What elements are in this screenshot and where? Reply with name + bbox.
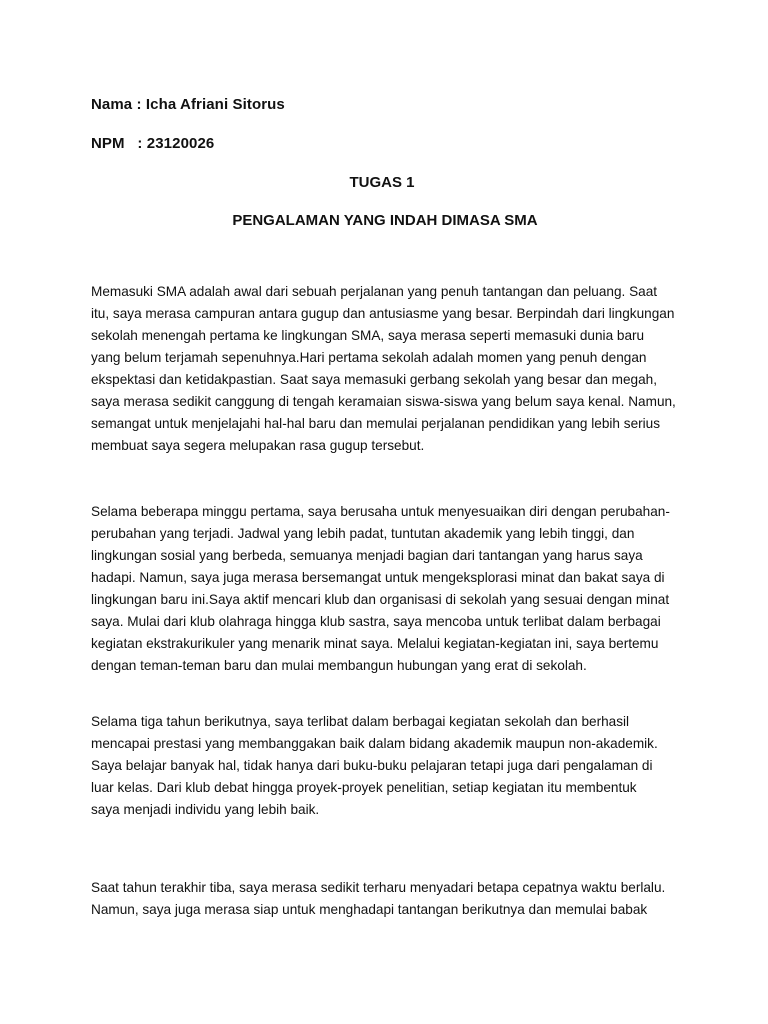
essay-title: PENGALAMAN YANG INDAH DIMASA SMA xyxy=(232,212,538,229)
text-line: saya menjadi individu yang lebih baik. xyxy=(91,802,320,817)
text-line: saya. Mulai dari klub olahraga hingga klub sastra, saya mencoba untuk terlibat dalam berbagai xyxy=(91,614,661,629)
text-line: semangat untuk menjelajahi hal-hal baru dan memulai perjalanan pendidikan yang lebih serius xyxy=(91,416,661,431)
text-line: luar kelas. Dari klub debat hingga proyek-proyek penelitian, setiap kegiatan itu membentuk xyxy=(91,780,637,795)
text-line: membuat saya segera melupakan rasa gugup tersebut. xyxy=(91,438,425,453)
student-name: Nama : Icha Afriani Sitorus xyxy=(91,96,285,113)
text-line: Memasuki SMA adalah awal dari sebuah perjalanan yang penuh tantangan dan peluang. Saat xyxy=(91,284,658,299)
text-line: dengan teman-teman baru dan mulai membangun hubungan yang erat di sekolah. xyxy=(91,658,587,673)
student-npm: NPM : 23120026 xyxy=(91,135,215,152)
text-line: Saat tahun terakhir tiba, saya merasa sedikit terharu menyadari betapa cepatnya waktu berlalu. xyxy=(91,880,666,895)
text-line: Namun, saya juga merasa siap untuk menghadapi tantangan berikutnya dan memulai babak xyxy=(91,902,648,917)
paragraph-4 xyxy=(91,877,691,921)
text-line: lingkungan sosial yang berbeda, semuanya menjadi bagian dari tantangan yang harus saya xyxy=(91,548,643,563)
text-line: hadapi. Namun, saya juga merasa bersemangat untuk mengeksplorasi minat dan bakat saya di xyxy=(91,570,665,585)
paragraph-3 xyxy=(91,711,691,821)
text-line: perubahan yang terjadi. Jadwal yang lebih padat, tuntutan akademik yang lebih tinggi, dan xyxy=(91,526,635,541)
text-line: lingkungan baru ini.Saya aktif mencari klub dan organisasi di sekolah yang sesuai dengan minat xyxy=(91,592,670,607)
text-line: Selama tiga tahun berikutnya, saya terlibat dalam berbagai kegiatan sekolah dan berhasil xyxy=(91,714,630,729)
text-line: Selama beberapa minggu pertama, saya berusaha untuk menyesuaikan diri dengan perubahan- xyxy=(91,504,670,519)
text-line: sekolah menengah pertama ke lingkungan SMA, saya merasa seperti memasuki dunia baru xyxy=(91,328,645,343)
text-line: itu, saya merasa campuran antara gugup dan antusiasme yang besar. Berpindah dari lingkungan xyxy=(91,306,675,321)
text-line: saya merasa sedikit canggung di tengah keramaian siswa-siswa yang belum saya kenal. Namun, xyxy=(91,394,676,409)
assignment-title: TUGAS 1 xyxy=(349,174,415,191)
paragraph-1 xyxy=(91,281,691,457)
text-line: Saya belajar banyak hal, tidak hanya dari buku-buku pelajaran tetapi juga dari pengalaman di xyxy=(91,758,653,773)
text-line: ekspektasi dan ketidakpastian. Saat saya memasuki gerbang sekolah yang besar dan megah, xyxy=(91,372,657,387)
paragraph-2 xyxy=(91,501,691,677)
text-line: kegiatan ekstrakurikuler yang menarik minat saya. Melalui kegiatan-kegiatan ini, saya bertemu xyxy=(91,636,659,651)
text-line: yang belum terjamah sepenuhnya.Hari pertama sekolah adalah momen yang penuh dengan xyxy=(91,350,647,365)
text-line: mencapai prestasi yang membanggakan baik dalam bidang akademik maupun non-akademik. xyxy=(91,736,658,751)
